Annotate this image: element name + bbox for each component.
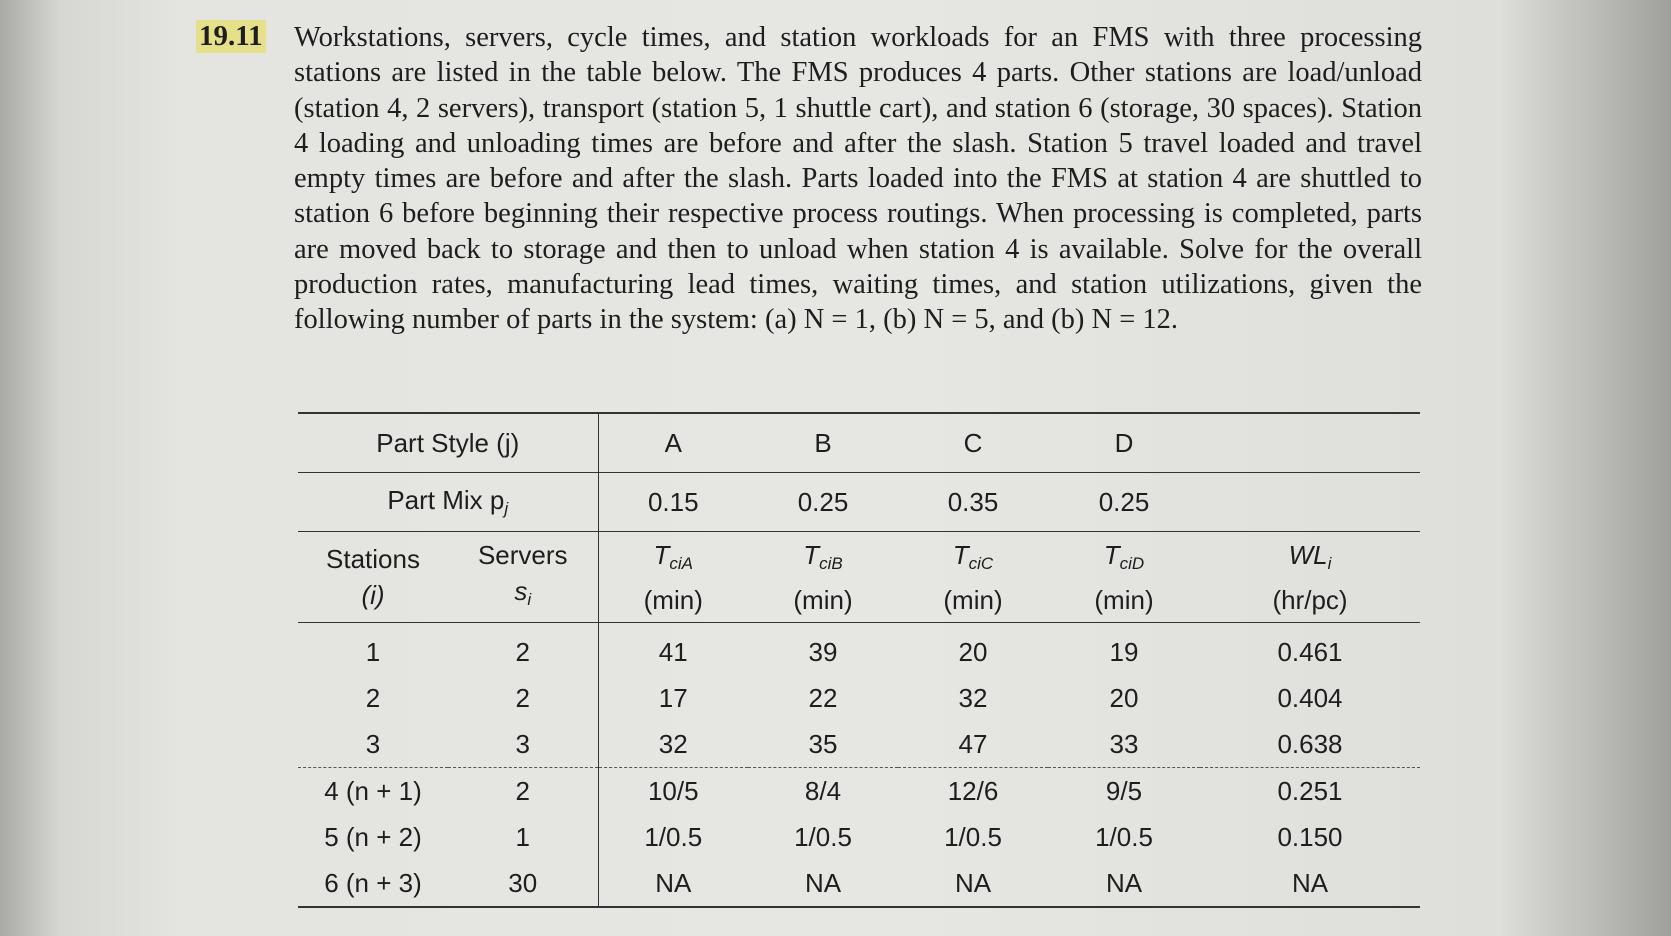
problem-number: 19.11 [196, 20, 266, 53]
workload-header: $WL_i$ (hr/pc) [1200, 532, 1420, 623]
time-b-header: $T_{ciB}$ (min) [748, 532, 898, 623]
stations-header: Stations (i) [298, 532, 448, 623]
table-row: 3 3 32 35 47 33 0.638 [298, 721, 1420, 768]
table-row: 1 2 41 39 20 19 0.461 [298, 623, 1420, 676]
table-row: 4 (n + 1) 2 10/5 8/4 12/6 9/5 0.251 [298, 768, 1420, 815]
time-c-header: $T_{ciC}$ (min) [898, 532, 1048, 623]
part-style-row [298, 413, 1420, 473]
part-mix-c: 0.35 [898, 473, 1048, 532]
part-mix-label: Part Mix $p_j$ [298, 473, 598, 532]
table-row: 6 (n + 3) 30 NA NA NA NA NA [298, 860, 1420, 907]
table-row: 2 2 17 22 32 20 0.404 [298, 675, 1420, 721]
part-style-label: Part Style (j) [298, 413, 598, 473]
part-style-a: A [598, 413, 748, 473]
problem-statement: Workstations, servers, cycle times, and station workloads for an FMS with three processing stations are listed in the table below. The FMS produces 4 parts. Other stations are load/unload (station 4, 2 servers), transport (station 5, 1 shuttle cart), and station 6 (storage, 30 spaces). Station 4 loading and unloading times are before and after the slash. Station 5 travel loaded and travel empty times are before and after the slash. Parts loaded into the FMS at station 4 are shuttled to station 6 before beginning their respective process routings. When processing is completed, parts are moved back to storage and then to unload when station 4 is available. Solve for the overall production rates, manufacturing lead times, waiting times, and station utilizations, given the following number of parts in the system: (a) N = 1, (b) N = 5, and (b) N = 12. [294, 22, 1422, 336]
part-mix-b: 0.25 [748, 473, 898, 532]
time-a-header: $T_{ciA}$ (min) [598, 532, 748, 623]
fms-data-table [298, 412, 1420, 908]
part-mix-d: 0.25 [1048, 473, 1200, 532]
part-style-b: B [748, 413, 898, 473]
servers-header: Servers $s_i$ [448, 532, 598, 623]
column-header-row [298, 532, 1420, 623]
table-row: 5 (n + 2) 1 1/0.5 1/0.5 1/0.5 1/0.5 0.150 [298, 814, 1420, 860]
time-d-header: $T_{ciD}$ (min) [1048, 532, 1200, 623]
part-mix-row [298, 473, 1420, 532]
part-mix-a: 0.15 [598, 473, 748, 532]
part-style-d: D [1048, 413, 1200, 473]
part-style-c: C [898, 413, 1048, 473]
